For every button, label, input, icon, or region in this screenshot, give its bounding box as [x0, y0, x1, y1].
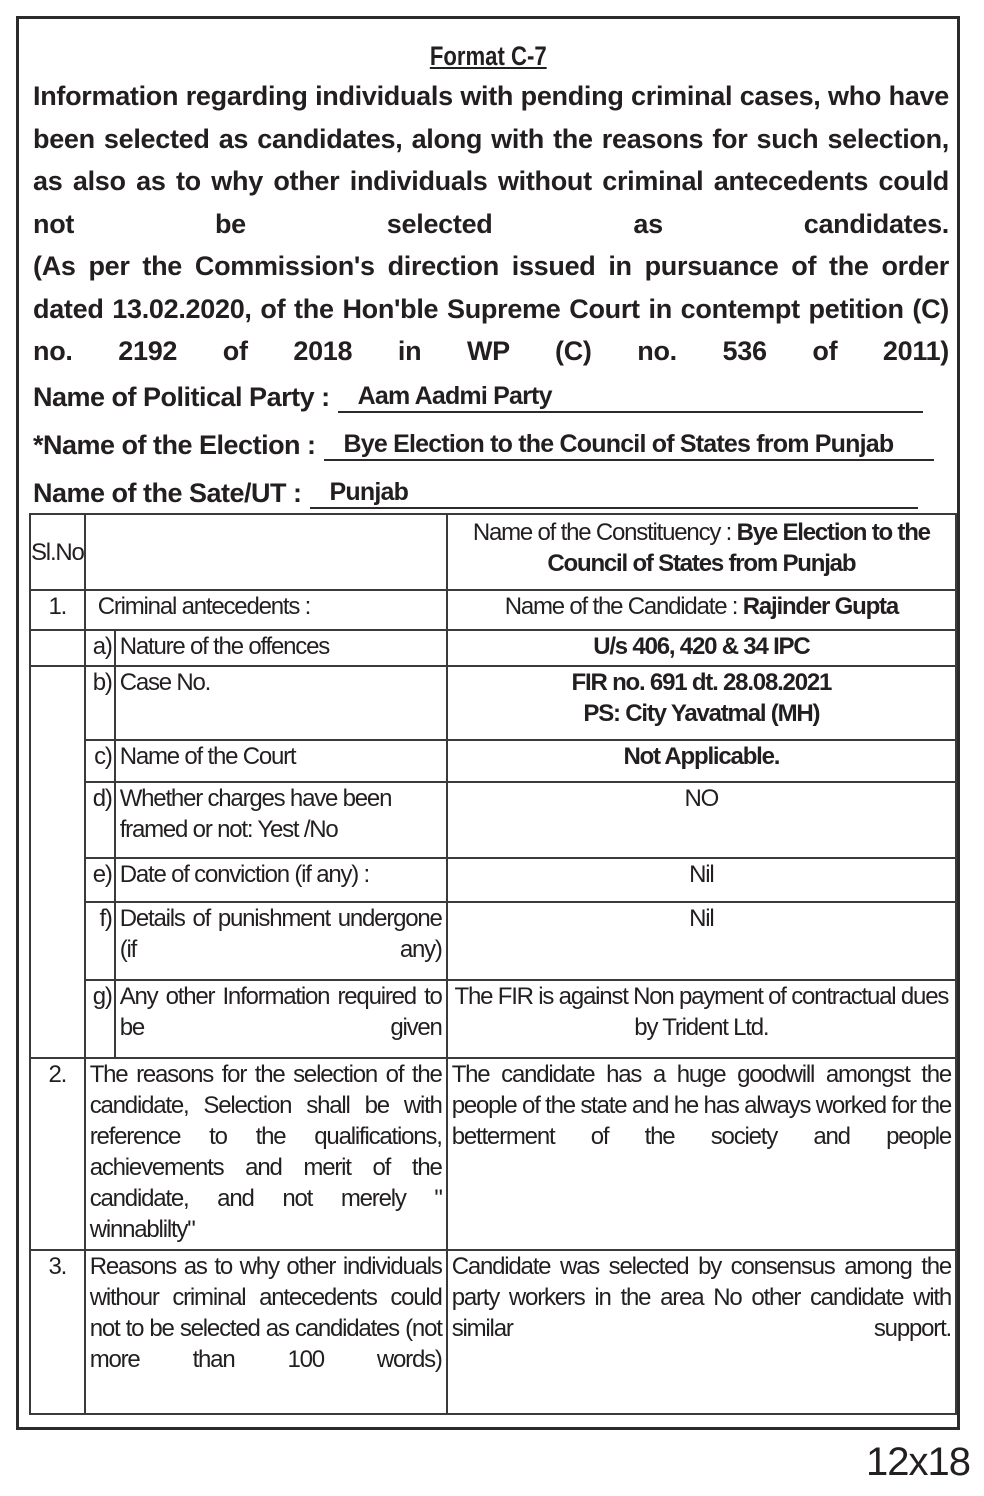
item-label: Details of punishment undergone (if any)	[115, 902, 447, 980]
other-individuals-label: Reasons as to why other individuals withour criminal antecedents could not to be selected as candidates (not more than 100 words)	[85, 1250, 447, 1414]
constituency-cell	[447, 514, 956, 590]
political-party-value: Aam Aadmi Party	[338, 381, 923, 413]
sl-number: 2.	[30, 1058, 85, 1250]
item-value: The FIR is against Non payment of contractual dues by Trident Ltd.	[447, 980, 956, 1058]
table-row	[30, 630, 956, 666]
item-label: Case No.	[115, 666, 447, 740]
item-label: Date of conviction (if any) :	[115, 858, 447, 902]
table-row	[30, 902, 956, 980]
item-value: U/s 406, 420 & 34 IPC	[447, 630, 956, 666]
table-row	[30, 980, 956, 1058]
election-name-field	[33, 429, 934, 461]
sl-number: 1.	[30, 590, 85, 630]
item-letter: f)	[85, 902, 115, 980]
election-name-label: *Name of the Election :	[33, 430, 316, 460]
item-letter: e)	[85, 858, 115, 902]
political-party-label: Name of Political Party :	[33, 382, 330, 412]
constituency-label: Name of the Constituency :	[472, 519, 737, 546]
item-value: Not Applicable.	[447, 740, 956, 782]
criminal-antecedents-label: Criminal antecedents :	[85, 590, 447, 630]
selection-reasons-value: The candidate has a huge goodwill amongst the people of the state and he has always worked for the betterment of the society and people	[447, 1058, 956, 1250]
table-row	[30, 1250, 956, 1414]
print-size-label: 12x18	[866, 1440, 970, 1484]
item-label: Any other Information required to be given	[115, 980, 447, 1058]
election-name-value: Bye Election to the Council of States from Punjab	[324, 429, 934, 461]
selection-reasons-label: The reasons for the selection of the candidate, Selection shall be with reference to the qualifications, achievements and merit of the candidate, and not merely " winnablilty"	[85, 1058, 447, 1250]
candidate-name: Rajinder Gupta	[742, 593, 898, 620]
table-row	[30, 858, 956, 902]
criminal-antecedents-table	[29, 513, 957, 1415]
candidate-label: Name of the Candidate :	[504, 593, 743, 620]
state-label: Name of the Sate/UT :	[33, 478, 302, 508]
table-row	[30, 590, 956, 630]
format-title: Format C-7	[429, 41, 547, 71]
item-label: Nature of the offences	[115, 630, 447, 666]
item-value	[447, 666, 956, 740]
table-row	[30, 666, 956, 740]
item-letter: g)	[85, 980, 115, 1058]
sl-blank-cell	[30, 666, 85, 1058]
constituency-value: Bye Election to the Council of States from Punjab	[547, 519, 930, 577]
item-letter: c)	[85, 740, 115, 782]
police-station: PS: City Yavatmal (MH)	[583, 700, 820, 727]
header-blank-cell	[85, 514, 447, 590]
state-field	[33, 477, 918, 509]
item-label: Whether charges have been framed or not: Yest /No	[115, 782, 447, 858]
state-value: Punjab	[310, 477, 918, 509]
intro-paragraph: Information regarding individuals with pending criminal cases, who have been selected as candidates, along with the reasons for such selection, as also as to why other individuals without criminal antecedents could not be selected as candidates.	[33, 81, 949, 239]
sl-blank-cell	[30, 630, 85, 666]
item-value: Nil	[447, 858, 956, 902]
table-row	[30, 740, 956, 782]
item-letter: a)	[85, 630, 115, 666]
legal-reference: (As per the Commission's direction issued in pursuance of the order dated 13.02.2020, of the Hon'ble Supreme Court in contempt petition (C) no. 2192 of 2018 in WP (C) no. 536 of 2011)	[33, 251, 949, 366]
item-value: NO	[447, 782, 956, 858]
table-row	[30, 1058, 956, 1250]
political-party-field	[33, 381, 923, 413]
document-frame	[16, 16, 960, 1430]
item-letter: b)	[85, 666, 115, 740]
item-label: Name of the Court	[115, 740, 447, 782]
table-row	[30, 782, 956, 858]
candidate-cell	[447, 590, 956, 630]
other-individuals-value: Candidate was selected by consensus among the party workers in the area No other candidate with similar support.	[447, 1250, 956, 1414]
item-value: Nil	[447, 902, 956, 980]
case-number: FIR no. 691 dt. 28.08.2021	[571, 669, 832, 696]
sl-number: 3.	[30, 1250, 85, 1414]
item-letter: d)	[85, 782, 115, 858]
sl-no-header: Sl.No	[30, 514, 85, 590]
table-header-row	[30, 514, 956, 590]
